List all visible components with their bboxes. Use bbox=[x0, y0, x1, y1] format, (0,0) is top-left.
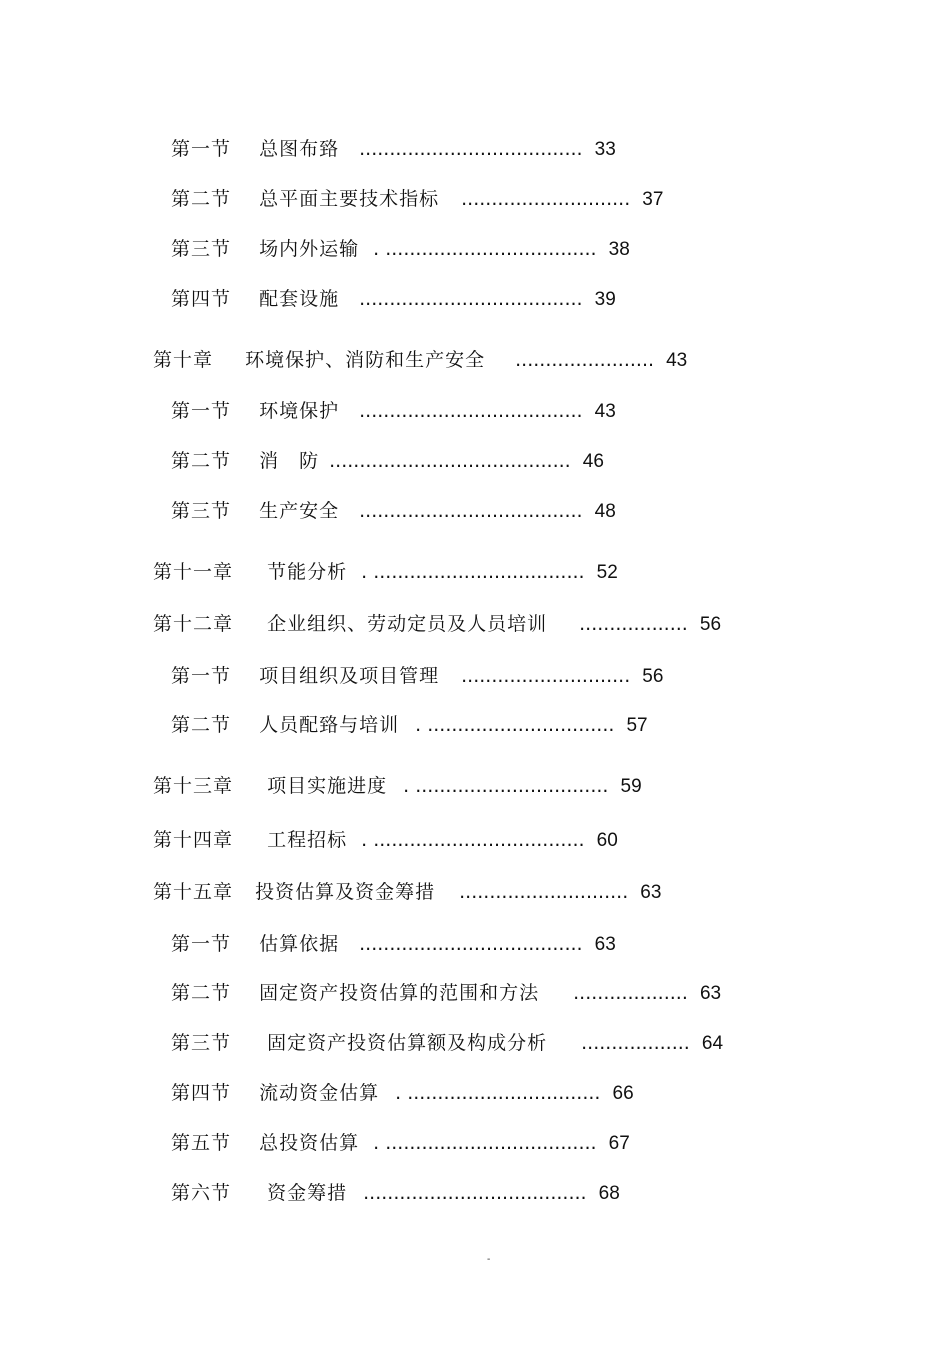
toc-entry[interactable] bbox=[171, 1131, 630, 1156]
toc-entry-leader: . ............................... bbox=[415, 714, 615, 736]
toc-entry-page: 68 bbox=[598, 1183, 620, 1204]
toc-entry[interactable] bbox=[171, 713, 648, 738]
toc-entry-page: 38 bbox=[608, 239, 630, 260]
toc-entry-title: 消 防 bbox=[259, 450, 320, 472]
toc-entry-label: 第二节 bbox=[171, 714, 232, 736]
toc-entry-title: 配套设施 bbox=[259, 288, 340, 310]
toc-entry-leader: . ................................... bbox=[361, 561, 585, 583]
toc-entry-label: 第四节 bbox=[171, 1082, 232, 1104]
toc-entry[interactable] bbox=[153, 560, 618, 585]
toc-entry-title: 总投资估算 bbox=[259, 1132, 360, 1154]
toc-entry-page: 63 bbox=[594, 934, 616, 955]
toc-entry[interactable] bbox=[171, 499, 616, 524]
toc-entry-page: 57 bbox=[626, 715, 648, 736]
toc-entry-page: 63 bbox=[699, 983, 722, 1004]
toc-entry-title: 估算依据 bbox=[259, 933, 340, 955]
toc-entry-leader: ................... bbox=[573, 982, 688, 1004]
toc-entry-title: 项目实施进度 bbox=[267, 775, 388, 797]
toc-entry[interactable] bbox=[171, 399, 616, 424]
toc-entry-page: 33 bbox=[594, 139, 616, 160]
toc-entry-title: 固定资产投资估算的范围和方法 bbox=[259, 982, 540, 1004]
toc-entry-title: 节能分析 bbox=[267, 561, 348, 583]
toc-entry[interactable] bbox=[153, 612, 721, 637]
toc-entry-title: 企业组织、劳动定员及人员培训 bbox=[267, 613, 548, 635]
toc-entry-leader: ............................ bbox=[461, 188, 631, 210]
toc-entry[interactable] bbox=[171, 449, 604, 474]
toc-entry-title: 项目组织及项目管理 bbox=[259, 665, 440, 687]
toc-entry-page: 56 bbox=[699, 614, 722, 635]
toc-entry[interactable] bbox=[171, 1031, 723, 1056]
toc-entry-leader: ..................................... bbox=[359, 500, 583, 522]
toc-entry-label: 第三节 bbox=[171, 500, 232, 522]
toc-entry-leader: ..................................... bbox=[359, 400, 583, 422]
toc-entry-page: 52 bbox=[596, 562, 618, 583]
toc-entry[interactable] bbox=[171, 932, 616, 957]
toc-entry-leader: ............................ bbox=[461, 665, 631, 687]
toc-entry-label: 第四节 bbox=[171, 288, 232, 310]
toc-entry-title: 投资估算及资金筹措 bbox=[255, 881, 436, 903]
toc-entry-leader: . ................................... bbox=[361, 829, 585, 851]
toc-entry[interactable] bbox=[171, 187, 663, 212]
toc-entry-title: 总图布臵 bbox=[259, 138, 340, 160]
toc-entry-page: 67 bbox=[608, 1133, 630, 1154]
toc-entry[interactable] bbox=[171, 1181, 620, 1206]
toc-entry-page: 56 bbox=[642, 666, 664, 687]
toc-entry-title: 场内外运输 bbox=[259, 238, 360, 260]
toc-entry[interactable] bbox=[153, 774, 642, 799]
toc-entry-title: 工程招标 bbox=[267, 829, 348, 851]
toc-entry-page: 43 bbox=[594, 401, 616, 422]
toc-entry[interactable] bbox=[171, 137, 616, 162]
toc-entry[interactable] bbox=[153, 880, 661, 905]
toc-entry[interactable] bbox=[171, 237, 630, 262]
toc-entry[interactable] bbox=[171, 1081, 634, 1106]
toc-entry-leader: .................. bbox=[579, 613, 688, 635]
toc-entry-label: 第十三章 bbox=[153, 775, 234, 797]
toc-entry-leader: ..................................... bbox=[359, 138, 583, 160]
toc-entry-label: 第一节 bbox=[171, 933, 232, 955]
toc-entry-label: 第三节 bbox=[171, 1032, 232, 1054]
toc-entry-label: 第十五章 bbox=[153, 881, 234, 903]
toc-entry-page: 59 bbox=[620, 776, 642, 797]
toc-entry-label: 第六节 bbox=[171, 1182, 232, 1204]
toc-entry-label: 第一节 bbox=[171, 138, 232, 160]
toc-entry-title: 总平面主要技术指标 bbox=[259, 188, 440, 210]
page-footer-mark: - bbox=[487, 1254, 491, 1265]
toc-entry-title: 环境保护 bbox=[259, 400, 340, 422]
toc-entry-page: 63 bbox=[640, 882, 662, 903]
toc-entry-label: 第十二章 bbox=[153, 613, 234, 635]
toc-entry-leader: ..................................... bbox=[359, 288, 583, 310]
toc-entry-leader: ..................................... bbox=[363, 1182, 587, 1204]
toc-entry-leader: . ................................ bbox=[395, 1082, 601, 1104]
toc-entry-page: 43 bbox=[666, 350, 688, 371]
toc-entry-page: 37 bbox=[642, 189, 664, 210]
toc-entry-title: 流动资金估算 bbox=[259, 1082, 380, 1104]
toc-entry-label: 第二节 bbox=[171, 982, 232, 1004]
toc-entry-leader: . ................................... bbox=[373, 238, 597, 260]
toc-entry[interactable] bbox=[171, 664, 663, 689]
toc-entry-label: 第三节 bbox=[171, 238, 232, 260]
toc-entry-leader: ........................................ bbox=[329, 450, 571, 472]
toc-entry-page: 66 bbox=[612, 1083, 634, 1104]
toc-entry-title: 生产安全 bbox=[259, 500, 340, 522]
toc-entry[interactable] bbox=[153, 828, 618, 853]
toc-entry[interactable] bbox=[153, 348, 687, 373]
toc-entry-page: 39 bbox=[594, 289, 616, 310]
toc-entry-label: 第十章 bbox=[153, 349, 214, 371]
toc-entry-leader: ..................................... bbox=[359, 933, 583, 955]
toc-entry[interactable] bbox=[171, 287, 616, 312]
toc-entry-leader: . ................................... bbox=[373, 1132, 597, 1154]
toc-entry-label: 第二节 bbox=[171, 450, 232, 472]
toc-entry-label: 第十四章 bbox=[153, 829, 234, 851]
toc-entry-title: 固定资产投资估算额及构成分析 bbox=[267, 1032, 548, 1054]
toc-entry-page: 48 bbox=[594, 501, 616, 522]
toc-entry-leader: ....................... bbox=[515, 349, 655, 371]
toc-entry-label: 第二节 bbox=[171, 188, 232, 210]
toc-entry-page: 64 bbox=[701, 1033, 724, 1054]
toc-entry-leader: .................. bbox=[581, 1032, 690, 1054]
toc-entry-page: 60 bbox=[596, 830, 618, 851]
toc-entry-leader: ............................ bbox=[459, 881, 629, 903]
toc-entry-title: 资金筹措 bbox=[267, 1182, 348, 1204]
toc-entry-title: 环境保护、消防和生产安全 bbox=[245, 349, 486, 371]
toc-entry-page: 46 bbox=[582, 451, 604, 472]
toc-entry-label: 第五节 bbox=[171, 1132, 232, 1154]
toc-entry-leader: . ................................ bbox=[403, 775, 609, 797]
toc-entry-label: 第一节 bbox=[171, 665, 232, 687]
toc-entry[interactable] bbox=[171, 981, 721, 1006]
toc-entry-title: 人员配臵与培训 bbox=[259, 714, 400, 736]
toc-entry-label: 第十一章 bbox=[153, 561, 234, 583]
toc-entry-label: 第一节 bbox=[171, 400, 232, 422]
